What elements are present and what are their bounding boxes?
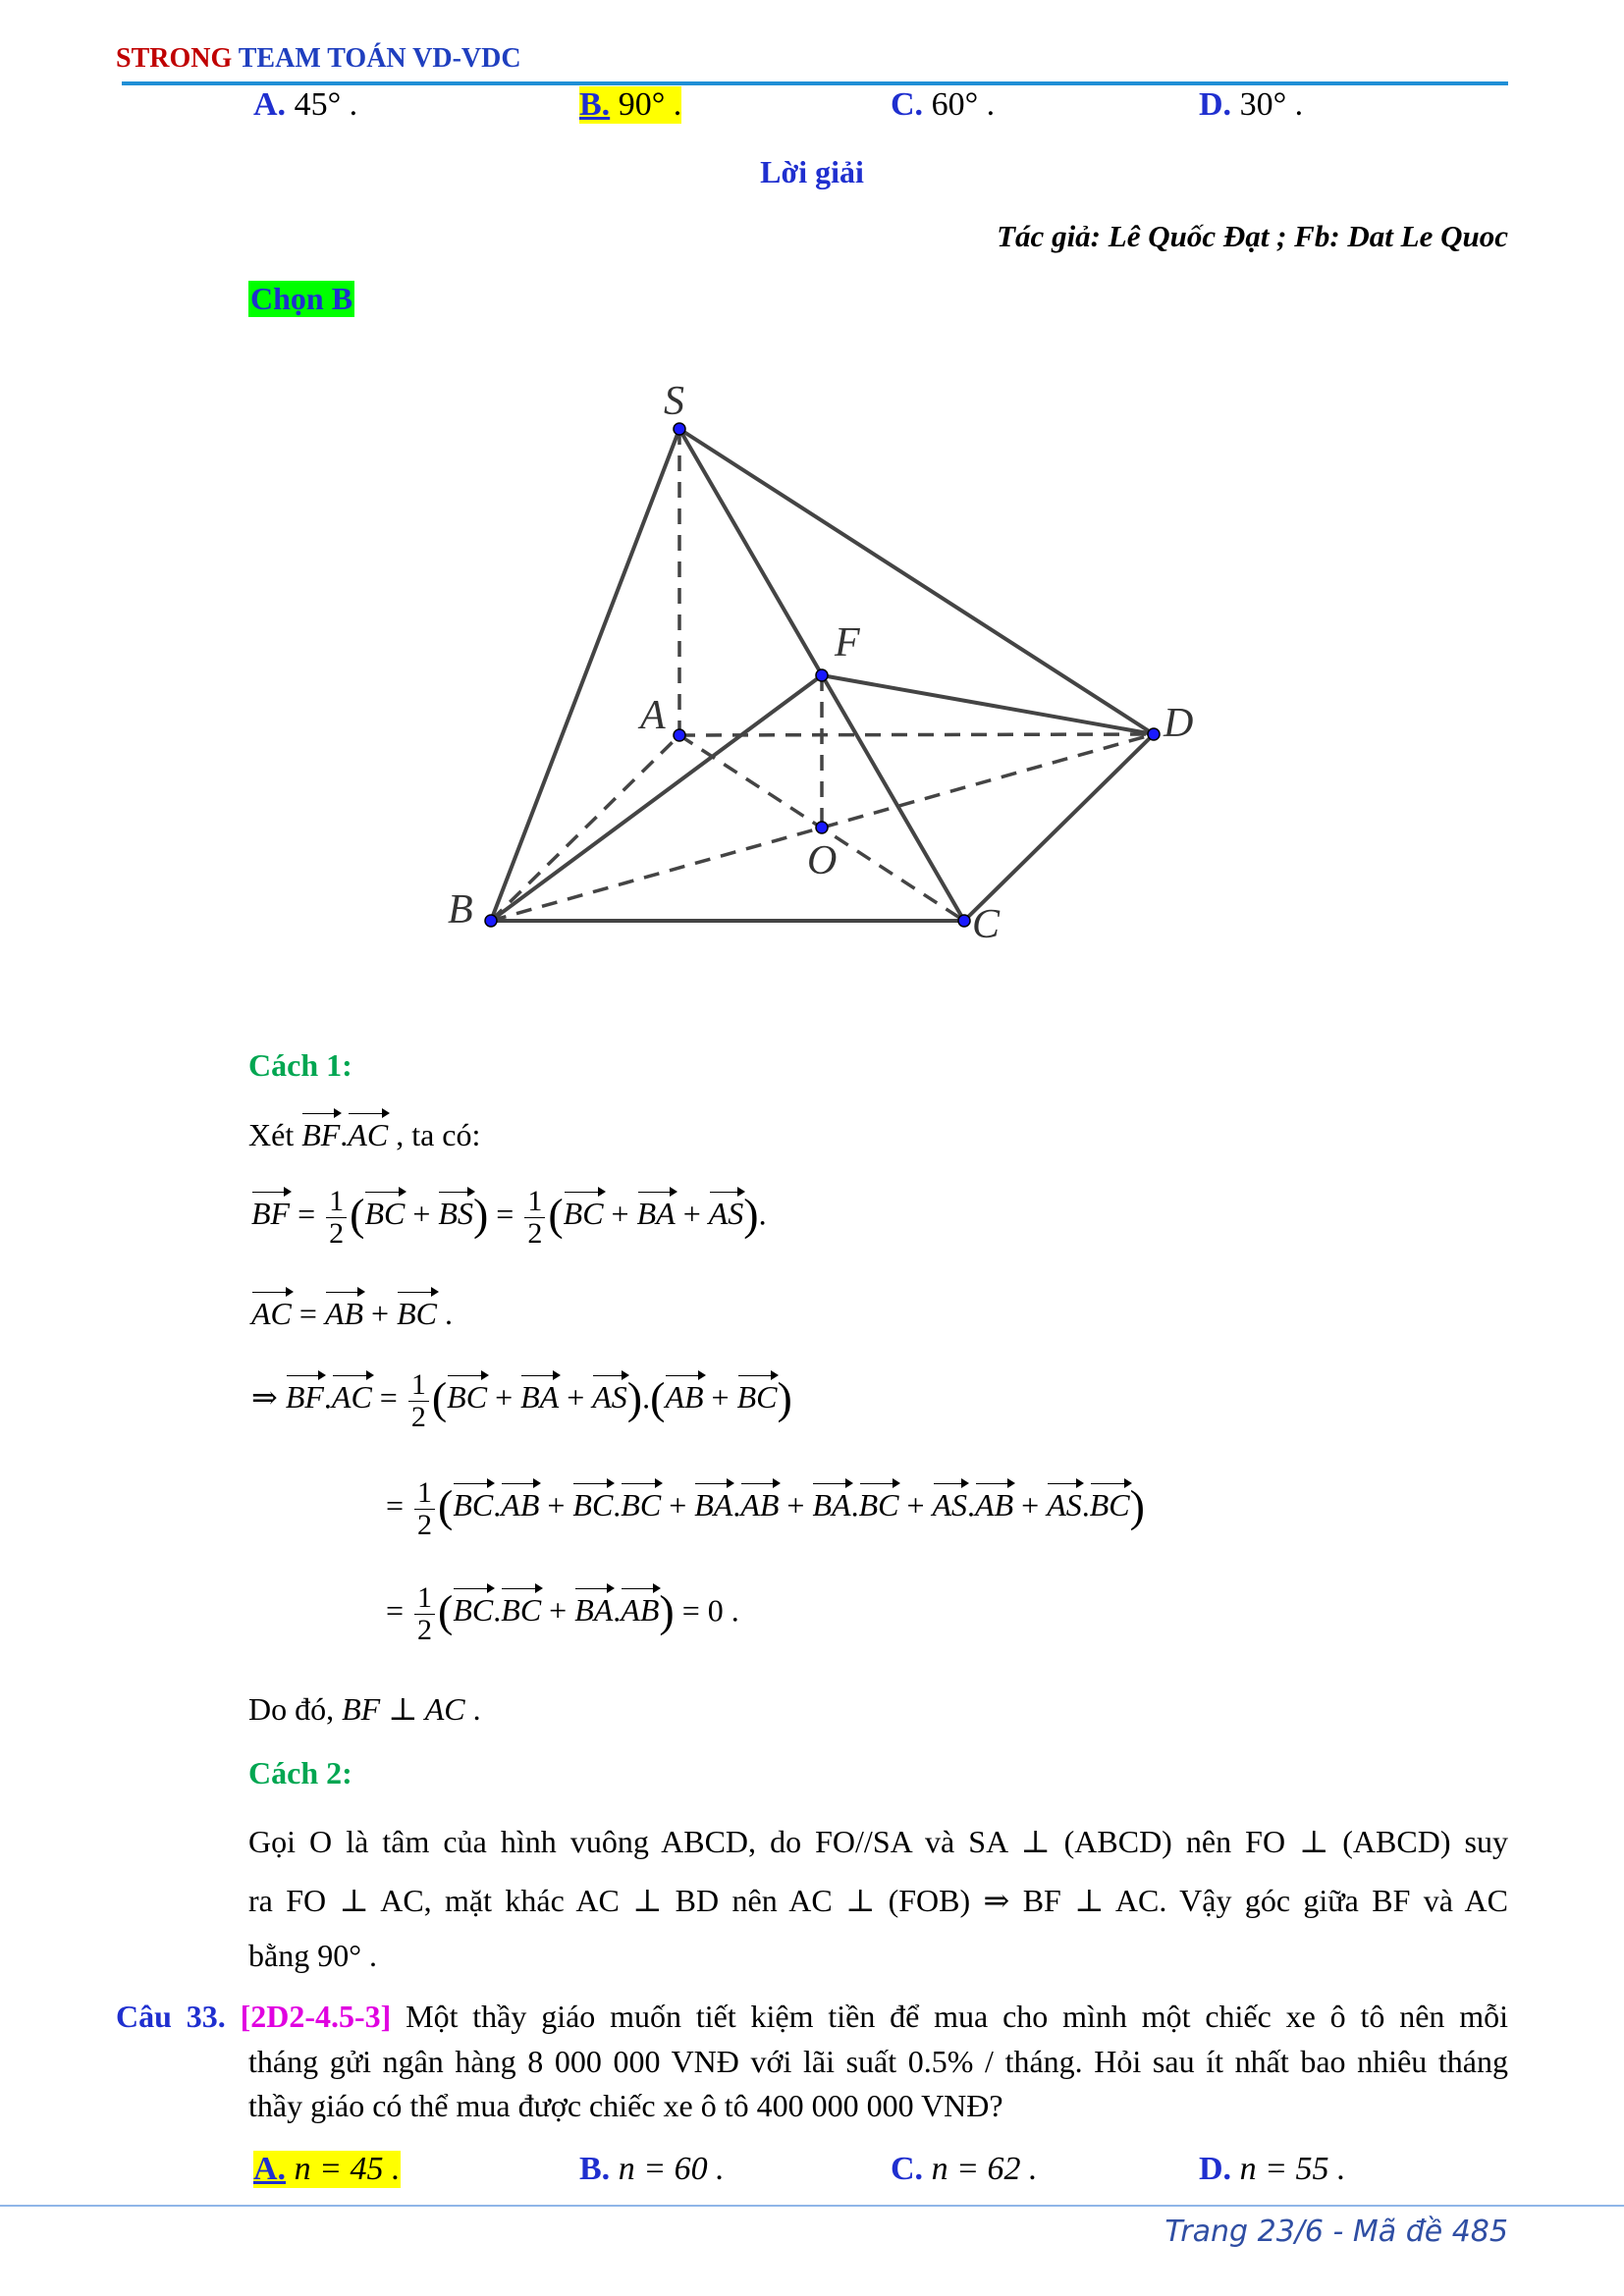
point-c: [958, 915, 970, 927]
q33-option-b: B. n = 60 .: [579, 2151, 725, 2187]
q33-option-a: A. n = 45 .: [253, 2151, 401, 2187]
label-a: A: [640, 693, 666, 738]
edge-fd: [822, 675, 1154, 734]
edge-sb: [491, 429, 679, 921]
edge-sd: [679, 429, 1154, 734]
eq-bf-vector: BF = $\frac{1}{2}$ (BC + BS) = $\frac{1}{2}$ (BC + BA + AS).: [251, 1185, 767, 1250]
edge-ad-hidden: [679, 734, 1154, 735]
q32-option-c: C. 60° .: [891, 86, 996, 123]
point-d: [1148, 728, 1160, 740]
label-f: F: [835, 620, 860, 666]
q32-option-a: A. 45° .: [253, 86, 358, 123]
q33-line1: Câu 33. [2D2-4.5-3] Một thầy giáo muốn tiết kiệm tiền để mua cho mình một chiếc xe ô tô nên mỗi: [116, 1999, 1509, 2034]
page-footer: Trang 23/6 - Mã đề 485: [1164, 2215, 1508, 2249]
eq-ac-vector: AC = AB + BC .: [251, 1296, 453, 1331]
point-a: [674, 729, 685, 741]
q33-line3: thầy giáo có thể mua được chiếc xe ô tô 400 000 000 VNĐ?: [248, 2088, 1003, 2123]
method2-line3: bằng 90° .: [248, 1938, 377, 1973]
footer-divider: [0, 2205, 1624, 2207]
q33-line2: tháng gửi ngân hàng 8 000 000 VNĐ với lãi suất 0.5% / tháng. Hỏi sau ít nhất bao nhiêu tháng: [248, 2044, 1508, 2079]
answer-choice: Chọn B: [250, 281, 353, 316]
q33-option-c: C. n = 62 .: [891, 2151, 1038, 2187]
header-title-part1: STRONG: [116, 43, 239, 74]
q33-tag: [2D2-4.5-3]: [240, 1999, 392, 2034]
label-d: D: [1164, 701, 1194, 746]
q33-number: Câu 33.: [116, 1999, 226, 2034]
point-s: [674, 423, 685, 435]
method2-line1: Gọi O là tâm của hình vuông ABCD, do FO//SA và SA ⊥ (ABCD) nên FO ⊥ (ABCD) suy: [248, 1824, 1508, 1859]
edge-ba-hidden: [491, 735, 679, 921]
label-o: O: [807, 838, 838, 883]
point-o: [816, 822, 828, 833]
pyramid-figure: [0, 0, 1624, 982]
label-b: B: [448, 887, 473, 933]
header-title-part2: TEAM TOÁN VD-VDC: [238, 43, 521, 74]
eq-dot-product-2: = $\frac{1}{2}$ (BC.AB + BC.BC + BA.AB + BA.BC + AS.AB + AS.BC): [386, 1476, 1145, 1541]
method2-line2: ra FO ⊥ AC, mặt khác AC ⊥ BD nên AC ⊥ (FOB) ⇒ BF ⊥ AC. Vậy góc giữa BF và AC: [248, 1883, 1508, 1918]
point-f: [816, 669, 828, 681]
q32-option-b: B. 90° .: [579, 86, 682, 123]
q33-option-d: D. n = 55 .: [1199, 2151, 1346, 2187]
solution-heading: Lời giải: [760, 154, 864, 189]
eq-dot-product-3: = $\frac{1}{2}$ (BC.BC + BA.AB) = 0 .: [386, 1581, 739, 1646]
method1-heading: Cách 1:: [248, 1047, 352, 1083]
author-credit: Tác giả: Lê Quốc Đạt ; Fb: Dat Le Quoc: [997, 219, 1508, 253]
point-b: [485, 915, 497, 927]
method1-intro: Xét BF.AC , ta có:: [248, 1117, 481, 1152]
method1-conclusion: Do đó, BF ⊥ AC .: [248, 1691, 481, 1727]
method2-heading: Cách 2:: [248, 1755, 352, 1790]
q32-option-d: D. 30° .: [1199, 86, 1304, 123]
eq-dot-product-1: ⇒ BF.AC = $\frac{1}{2}$ (BC + BA + AS).(AB + BC): [251, 1368, 792, 1433]
label-s: S: [664, 379, 684, 424]
label-c: C: [972, 902, 1001, 947]
